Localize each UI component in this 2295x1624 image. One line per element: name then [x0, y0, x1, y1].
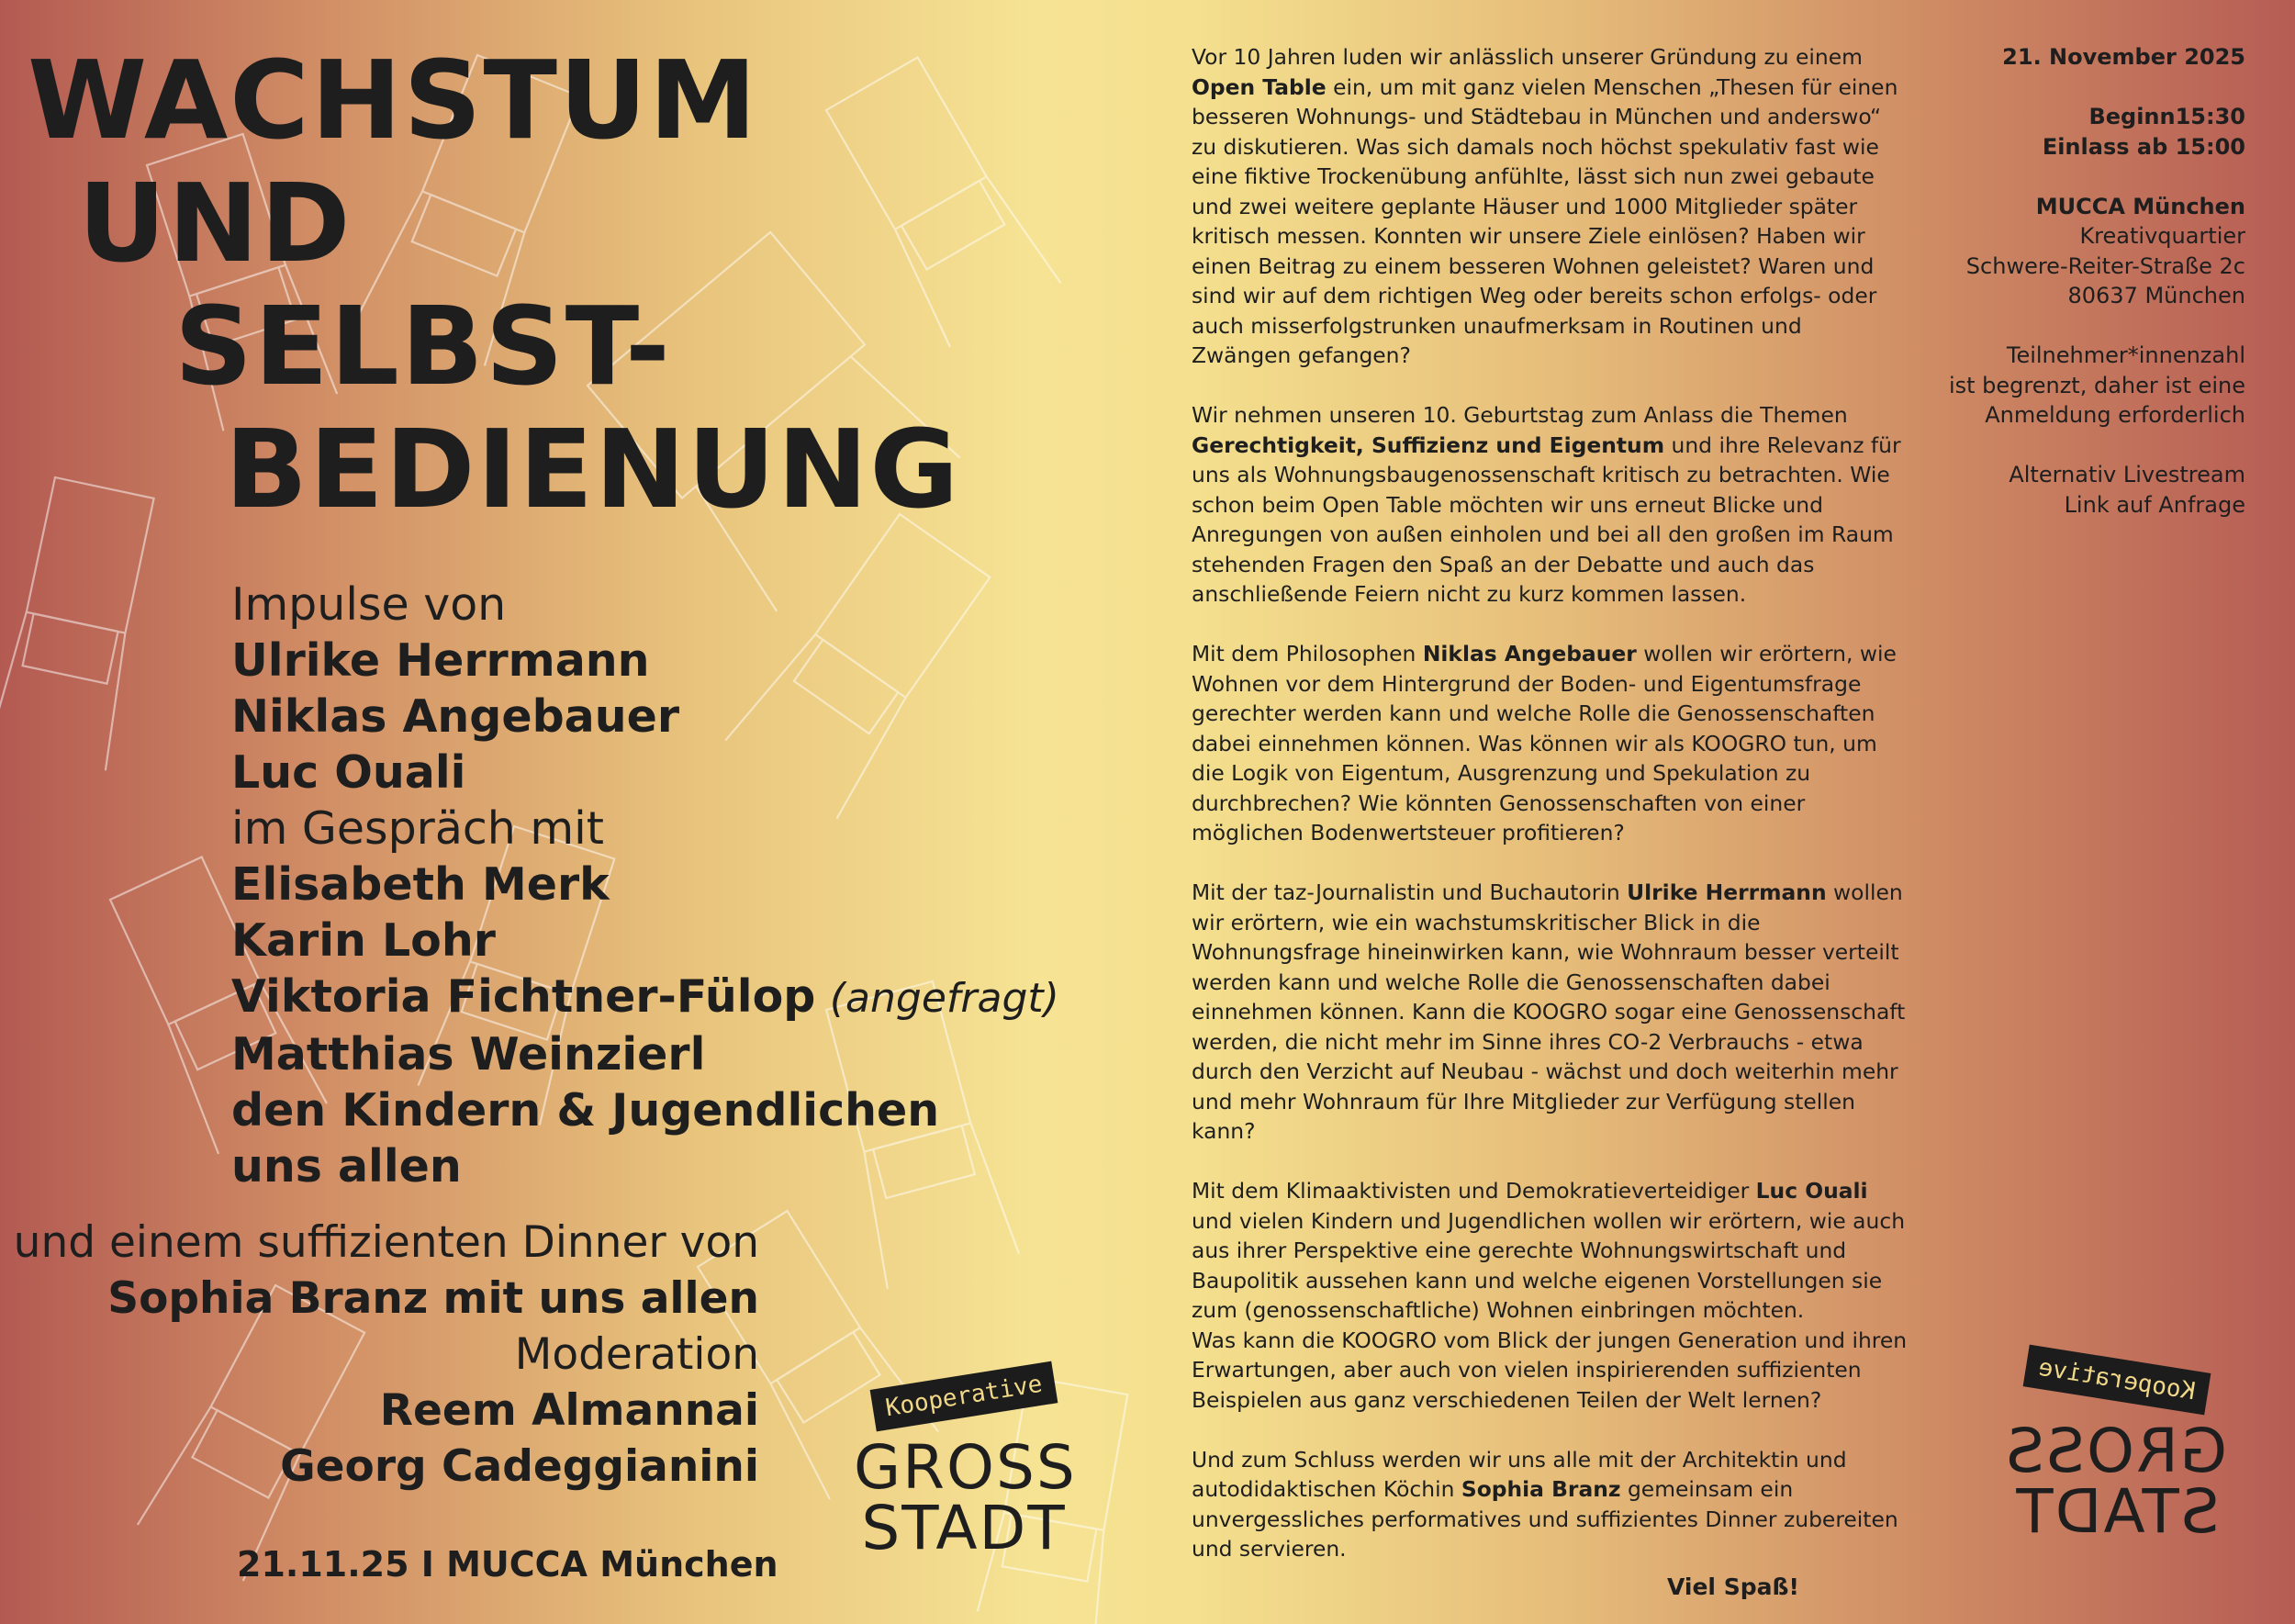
livestream-note: Link auf Anfrage	[2064, 491, 2245, 518]
dinner-intro: und einem suffizienten Dinner von	[13, 1217, 759, 1268]
livestream-note: Alternativ Livestream	[2009, 462, 2245, 487]
paragraph: Vor 10 Jahren luden wir anlässlich unserer Gründung zu einem Open Table ein, um mit ganz vielen Menschen „Thesen für einen besseren Wohnungs- und Städtebau in München und anderswo“ zu diskutieren. Was sich damals noch höchst spekulativ fast wie eine fiktive Trockenübung anfühlte, lässt sich nun zwei gebaute und zwei weitere geplante Häuser und 1000 Mitglieder später kritisch messen. Konnten wir unsere Ziele einlösen? Haben wir einen Beitrag zu einem besseren Wohnen geleistet? Waren und sind wir auf dem richtigen Weg oder bereits schon erfolgs- oder auch misserfolgstrunken unaufmerksam in Routinen und Zwängen gefangen?	[1192, 44, 1898, 368]
partner-name: Matthias Weinzierl	[231, 1028, 706, 1081]
paragraph: Und zum Schluss werden wir uns alle mit der Architektin und autodidaktischen Köchin Sophia Branz gemeinsam ein unvergessliches performatives und suffizientes Dinner zubereiten und servieren.	[1192, 1446, 1898, 1562]
speaker-name: Niklas Angebauer	[231, 690, 680, 743]
headline-line-4: BEDIENUNG	[225, 406, 961, 532]
moderator-name: Georg Cadeggianini	[280, 1441, 759, 1492]
partner-name: den Kindern & Jugendlichen	[231, 1084, 940, 1137]
logo-word-stadt: STADT	[861, 1493, 1067, 1563]
registration-note: Teilnehmer*innenzahl	[2006, 342, 2245, 368]
event-entry: Einlass ab 15:00	[2042, 133, 2245, 160]
event-info	[1860, 42, 2245, 520]
partner-name: Viktoria Fichtner-Fülop	[231, 970, 816, 1023]
kooperative-grossstadt-logo-mirrored	[2004, 1353, 2227, 1547]
dinner-host: Sophia Branz mit uns allen	[107, 1273, 759, 1324]
logo-word-gross: GROSS	[2004, 1416, 2227, 1486]
conversation-intro: im Gespräch mit	[231, 802, 604, 855]
address-line: 80637 München	[2067, 283, 2245, 308]
headline-line-1: WACHSTUM	[28, 37, 759, 163]
logo-banner: Kooperative	[2023, 1345, 2211, 1416]
dinner-moderation-block	[14, 1215, 759, 1495]
registration-note: Anmeldung erforderlich	[1985, 402, 2245, 428]
paragraph: Mit der taz-Journalistin und Buchautorin Ulrike Herrmann wollen wir erörtern, wie ein wachstumskritischer Blick in die Wohnungsfrage hineinwirken kann, wie Wohnraum besser verteilt werden kann und welche Rolle die Genossenschaften dabei einnehmen können. Kann die KOOGRO sogar eine Genossenschaft werden, die nicht mehr im Sinne ihres CO-2 Verbrauchs - etwa durch den Verzicht auf Neubau - wächst und doch weiterhin mehr und mehr Wohnraum für Ihre Mitglieder zur Verfügung stellen kann?	[1192, 879, 1906, 1144]
address-line: Kreativquartier	[2079, 223, 2245, 249]
partner-row	[231, 969, 1059, 1026]
event-begin: Beginn15:30	[2088, 104, 2245, 129]
logo-banner: Kooperative	[870, 1361, 1058, 1432]
partner-name: Karin Lohr	[231, 914, 496, 967]
paragraph: Was kann die KOOGRO vom Blick der jungen Generation und ihren Erwartungen, aber auch von vielen inspirierenden suffizienten Beispielen aus ganz verschiedenen Teilen der Welt lernen?	[1192, 1327, 1908, 1413]
event-date: 21. November 2025	[2002, 44, 2245, 70]
paragraph: Mit dem Klimaaktivisten und Demokratieverteidiger Luc Ouali und vielen Kindern und Jugendlichen wollen wir erörtern, wie auch aus ihrer Perspektive eine gerechte Wohnungswirtschaft und Baupolitik aussehen kann und welche eigenen Vorstellungen sie zum (genossenschaftliche) Wohnen einbringen möchten.	[1192, 1178, 1906, 1323]
partner-name: Elisabeth Merk	[231, 858, 610, 911]
closing-text: Viel Spaß!	[1667, 1574, 1799, 1600]
partner-name: uns allen	[231, 1140, 462, 1193]
partner-note: (angefragt)	[829, 975, 1059, 1022]
registration-note: ist begrenzt, daher ist eine	[1948, 372, 2245, 398]
kooperative-grossstadt-logo	[854, 1370, 1077, 1563]
footer-date-venue: 21.11.25 I MUCCA München	[237, 1544, 778, 1585]
body-text	[1192, 42, 1908, 1594]
headline-line-3: SELBST-	[174, 283, 672, 409]
paragraph: Mit dem Philosophen Niklas Angebauer wollen wir erörtern, wie Wohnen vor dem Hintergrund der Boden- und Eigentumsfrage gerechter werden kann und welche Rolle die Genossenschaften dabei einnehmen können. Was können wir als KOOGRO tun, um die Logik von Eigentum, Ausgrenzung und Spekulation zu durchbrechen? Wie könnten Genossenschaften von einer möglichen Bodenwertsteuer profitieren?	[1192, 641, 1897, 846]
speaker-list	[231, 577, 1059, 1194]
venue-name: MUCCA München	[2035, 193, 2245, 219]
moderation-label: Moderation	[514, 1329, 759, 1380]
speaker-name: Luc Ouali	[231, 746, 466, 799]
speaker-name: Ulrike Herrmann	[231, 634, 650, 687]
address-line: Schwere-Reiter-Straße 2c	[1965, 252, 2245, 279]
logo-word-stadt: STADT	[2014, 1476, 2220, 1547]
impulse-intro: Impulse von	[231, 578, 507, 631]
headline-line-2: UND	[78, 160, 353, 286]
moderator-name: Reem Almannai	[379, 1385, 759, 1436]
paragraph: Wir nehmen unseren 10. Geburtstag zum Anlass die Themen Gerechtigkeit, Suffizienz und Eigentum und ihre Relevanz für uns als Wohnungsbaugenossenschaft kritisch zu betrachten. Wie schon beim Open Table möchten wir uns erneut Blicke und Anregungen von außen einholen und bei all den großen im Raum stehenden Fragen den Spaß an der Debatte und auch das anschließende Feiern nicht zu kurz kommen lassen.	[1192, 402, 1901, 607]
logo-word-gross: GROSS	[854, 1432, 1077, 1503]
